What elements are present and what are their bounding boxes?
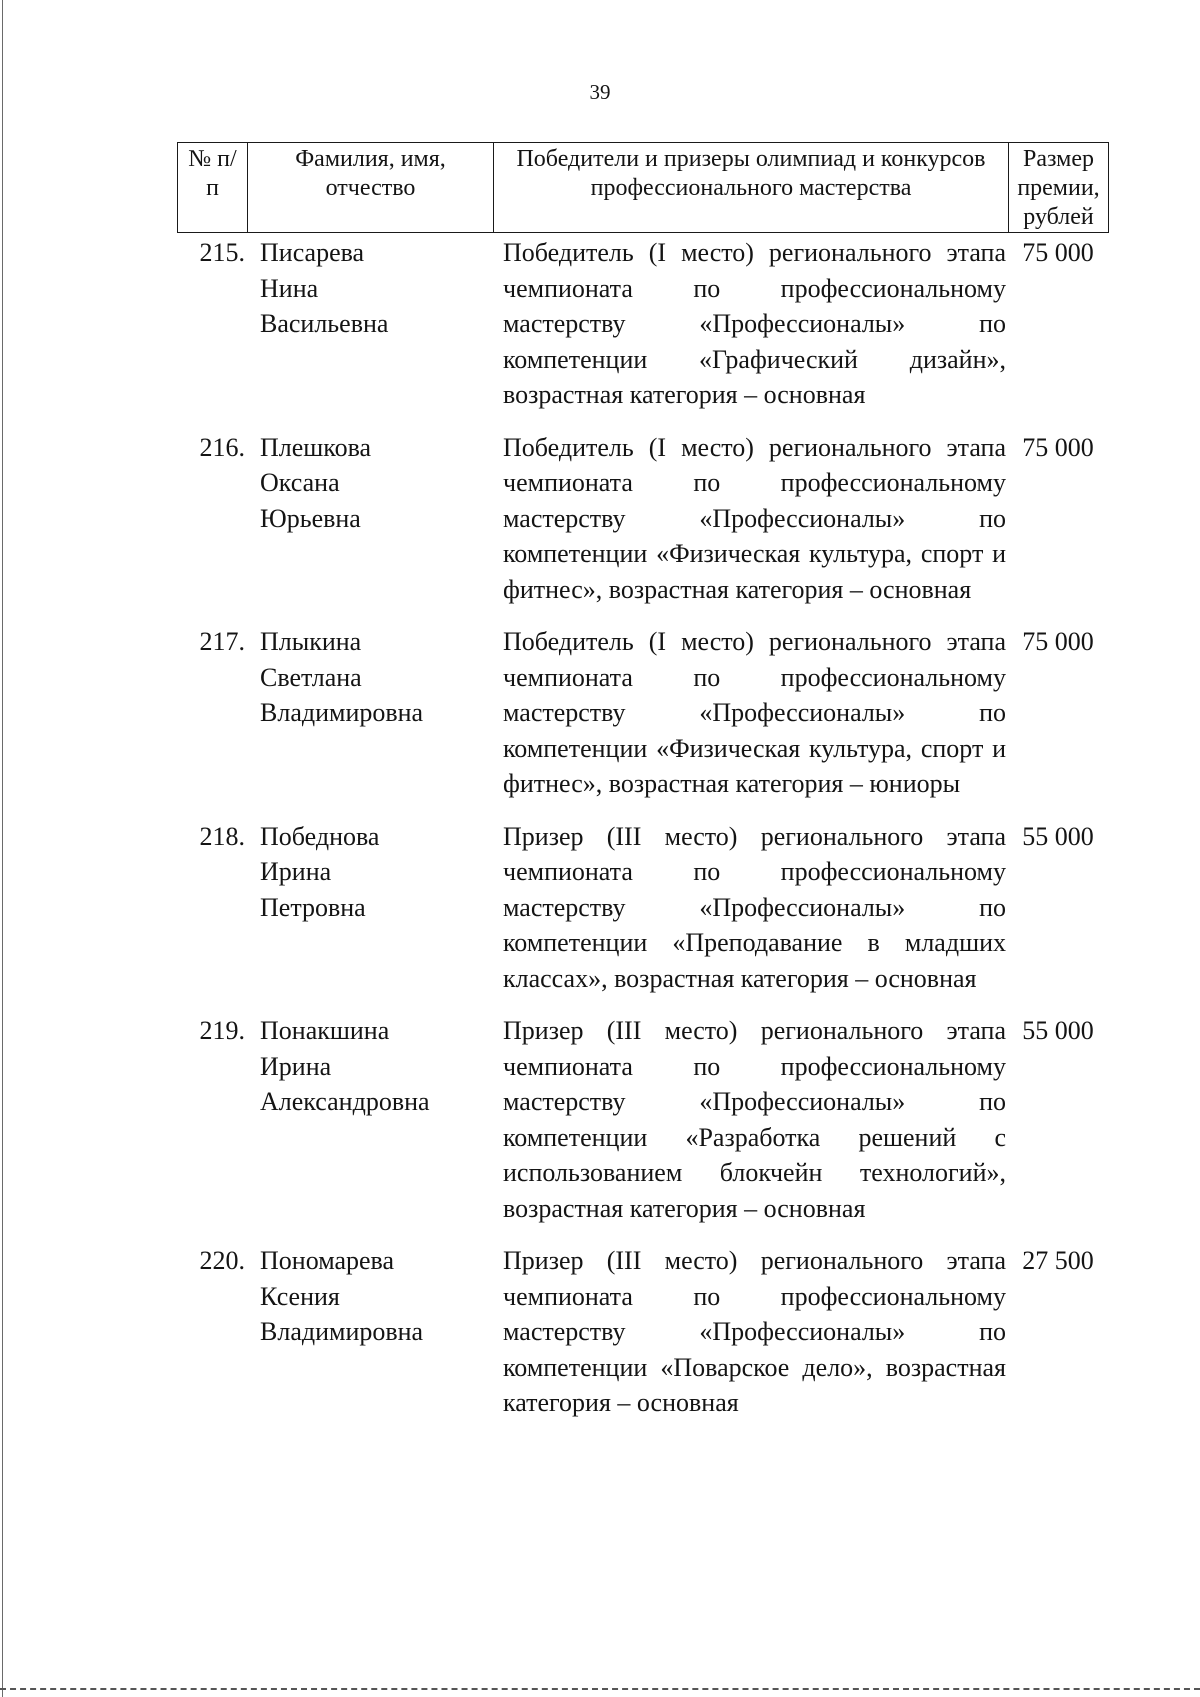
first-name: Ирина [260,857,332,886]
first-name: Светлана [260,662,362,692]
patronymic: Юрьевна [260,503,361,533]
person-name [247,624,493,802]
person-name [247,430,493,608]
surname: Пономарева [260,1246,395,1275]
achievement-description: Призер (III место) регионального этапа чемпионата по профессиональному мастерству «Профессионалы» по компетенции «Преподавание в младших классах», возрастная категория – основная [503,821,1006,993]
patronymic: Васильевна [260,309,389,338]
page-number: 39 [589,80,611,104]
achievement-description: Победитель (I место) регионального этапа чемпионата по профессиональному мастерству «Профессионалы» по компетенции «Физическая культура, спорт и фитнес», возрастная категория – юниоры [503,627,1006,798]
patronymic: Владимировна [260,1317,424,1346]
prize-amount: 75 000 [1022,627,1094,656]
surname: Победнова [260,821,380,851]
achievement-description: Призер (III место) регионального этапа чемпионата по профессиональному мастерству «Профессионалы» по компетенции «Поварское дело», возрастная категория – основная [503,1246,1006,1417]
prize-amount: 55 000 [1022,1016,1094,1045]
row-number: 218. [199,821,245,851]
row-number: 219. [199,1016,245,1045]
table-row [177,235,1108,413]
table-row [177,624,1108,802]
patronymic: Петровна [260,892,366,922]
page-left-edge [2,0,3,1697]
person-name [247,819,493,997]
table-row [177,430,1108,608]
table-header [177,142,1109,233]
achievement-description: Победитель (I место) регионального этапа чемпионата по профессиональному мастерству «Профессионалы» по компетенции «Графический дизайн», возрастная категория – основная [503,238,1006,409]
column-header-number: № п/п [178,143,248,233]
first-name: Оксана [260,468,340,497]
row-number: 220. [199,1246,245,1275]
row-number: 215. [199,238,245,267]
prize-amount: 27 500 [1022,1246,1094,1275]
person-name [247,1013,493,1226]
first-name: Ксения [260,1281,340,1311]
table-row [177,1243,1108,1421]
patronymic: Владимировна [260,698,424,727]
column-header-prize-amount: Размер премии, рублей [1009,143,1109,233]
table-body [177,235,1108,1421]
first-name: Нина [260,273,319,303]
first-name: Ирина [260,1051,332,1081]
table-row [177,819,1108,997]
achievement-description: Призер (III место) регионального этапа чемпионата по профессиональному мастерству «Профессионалы» по компетенции «Разработка решений с использованием блокчейн технологий», возрастная категория – основная [503,1016,1006,1223]
table-row [177,1013,1108,1226]
column-header-full-name: Фамилия, имя, отчество [248,143,494,233]
surname: Понакшина [260,1016,390,1045]
person-name [247,235,493,413]
award-table [177,142,1108,1438]
achievement-description: Победитель (I место) регионального этапа чемпионата по профессиональному мастерству «Профессионалы» по компетенции «Физическая культура, спорт и фитнес», возрастная категория – основная [503,432,1006,604]
row-number: 216. [199,432,245,462]
surname: Писарева [260,238,365,267]
prize-amount: 55 000 [1022,821,1094,851]
prize-amount: 75 000 [1022,432,1094,462]
surname: Плыкина [260,627,362,656]
patronymic: Александровна [260,1087,430,1116]
prize-amount: 75 000 [1022,238,1094,267]
surname: Плешкова [260,432,372,462]
column-header-achievement: Победители и призеры олимпиад и конкурсов профессионального мастерства [494,143,1009,233]
row-number: 217. [199,627,245,656]
page-bottom-edge [0,1688,1200,1690]
person-name [247,1243,493,1421]
